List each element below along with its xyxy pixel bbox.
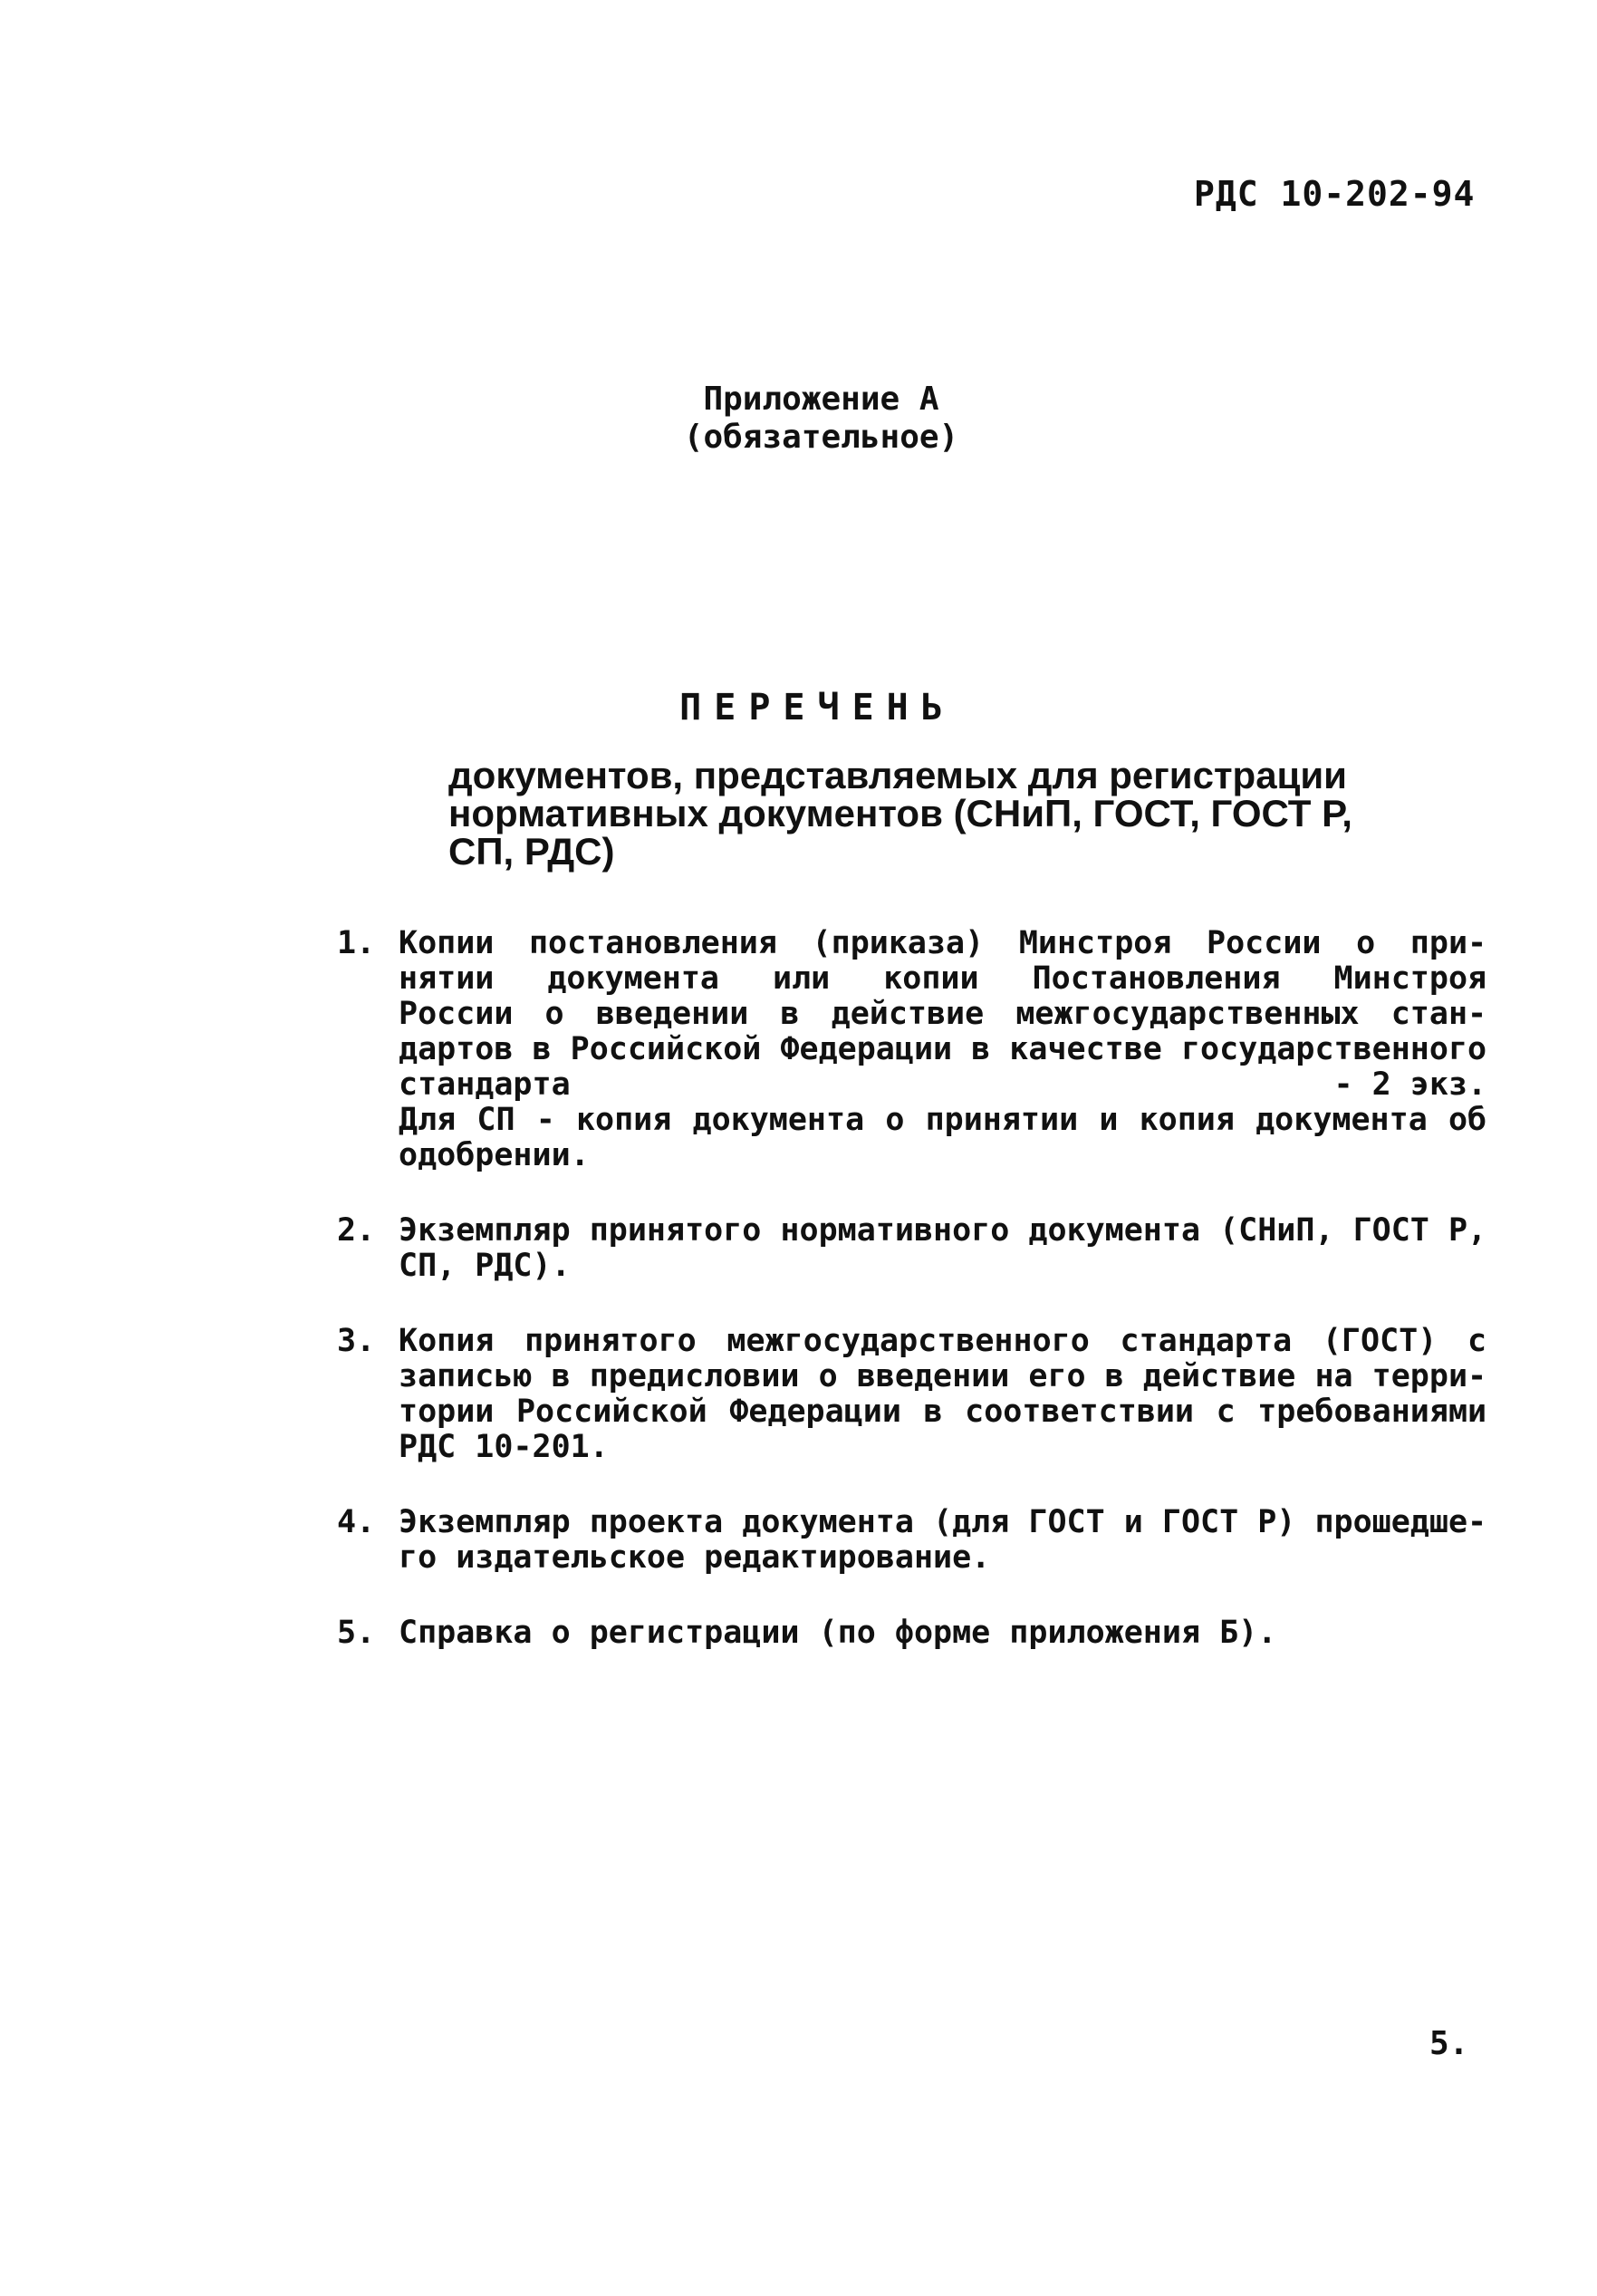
list-title: ПЕРЕЧЕНЬ [679, 687, 956, 728]
item-line: России о введении в действие межгосударственных стан- [399, 996, 1487, 1032]
item-line: го издательское редактирование. [399, 1539, 991, 1576]
document-list [337, 925, 1487, 1691]
subtitle-line: документов, представляемых для регистрации [448, 754, 1348, 796]
item-line: РДС 10-201. [399, 1429, 609, 1465]
item-line: Копия принятого межгосударственного стандарта (ГОСТ) с [399, 1323, 1487, 1359]
item-line: Справка о регистрации (по форме приложения Б). [399, 1615, 1277, 1651]
item-text [399, 1616, 1453, 1651]
item-text [399, 926, 1486, 1173]
copies-count: - 2 экз. [1333, 1066, 1487, 1103]
document-code: РДС 10-202-94 [1194, 174, 1476, 214]
list-item [337, 925, 1487, 1173]
item-line: записью в предисловии о введении его в действие на терри- [399, 1358, 1487, 1394]
appendix-status: (обязательное) [683, 419, 959, 456]
item-text [399, 1213, 1486, 1284]
item-text [399, 1324, 1486, 1465]
item-number: 3. [337, 1323, 376, 1359]
page-number: 5. [1429, 2025, 1469, 2062]
item-line: Копии постановления (приказа) Минстроя России о при- [399, 925, 1487, 961]
appendix-title: Приложение А [703, 381, 939, 418]
item-line: одобрении. [399, 1137, 590, 1173]
subtitle-line: СП, РДС) [448, 830, 615, 873]
item-line: СП, РДС). [399, 1248, 571, 1284]
item-line: Экземпляр принятого нормативного документа (СНиП, ГОСТ Р, [399, 1212, 1487, 1249]
item-number: 1. [337, 925, 376, 961]
list-item [337, 1323, 1487, 1465]
item-number: 4. [337, 1504, 376, 1540]
item-number: 2. [337, 1212, 376, 1249]
item-line-left: стандарта [399, 1066, 571, 1103]
item-line: Экземпляр проекта документа (для ГОСТ и ГОСТ Р) прошедше- [399, 1504, 1487, 1540]
item-line: Для СП - копия документа о принятии и копия документа об [399, 1102, 1487, 1138]
list-subtitle [448, 754, 1354, 873]
appendix-heading [0, 381, 1597, 457]
list-item [337, 1212, 1487, 1284]
item-line: дартов в Российской Федерации в качестве государственного [399, 1031, 1487, 1067]
item-line-copies [399, 1067, 1486, 1103]
item-line: нятии документа или копии Постановления Минстроя [399, 960, 1487, 997]
item-line: тории Российской Федерации в соответствии с требованиями [399, 1394, 1487, 1430]
list-item [337, 1504, 1487, 1576]
list-item [337, 1616, 1453, 1651]
subtitle-line: нормативных документов (СНиП, ГОСТ, ГОСТ Р, [448, 792, 1352, 834]
item-text [399, 1505, 1486, 1576]
item-number: 5. [337, 1615, 376, 1651]
